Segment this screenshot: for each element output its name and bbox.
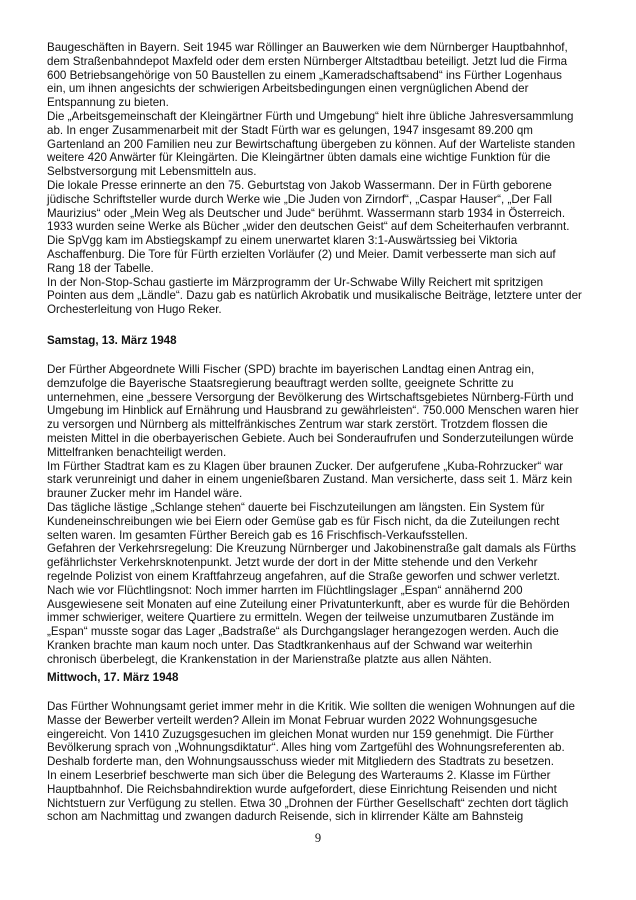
date-heading-samstag: Samstag, 13. März 1948 xyxy=(47,334,177,347)
text-line: Das tägliche lästige „Schlange stehen“ dauerte bei Fischzuteilungen am längsten. Ein System für xyxy=(47,500,545,514)
text-line: Das Fürther Wohnungsamt geriet immer mehr in die Kritik. Wie sollten die wenigen Wohnungen auf die xyxy=(47,700,575,713)
text-line: Bevölkerung sprach von „Wohnungsdiktatur“. Alles hing vom Zartgefühl des Wohnungsreferenten ab. xyxy=(47,741,565,755)
text-line: Deshalb forderte man, den Wohnungsausschuss wieder mit Mitgliedern des Stadtrats zu besetzen. xyxy=(47,755,554,769)
text-line: In der Non-Stop-Schau gastierte im Märzprogramm der Ur-Schwabe Willy Reichert mit spritzigen xyxy=(47,275,544,289)
text-line: Hauptbahnhof. Die Reichsbahndirektion wurde aufgefordert, diese Einrichtung Reisenden und nicht xyxy=(47,782,557,796)
text-line: Entspannung zu bieten. xyxy=(47,96,169,110)
text-line: Masse der Bewerber verteilt werden? Allein im Monat Februar wurden 2022 Wohnungsgesuche xyxy=(47,713,538,727)
text-line: regelnde Polizist von einem Kraftfahrzeug angefahren, auf die Straße geworfen und schwer verletzt. xyxy=(47,569,560,583)
text-line: Die „Arbeitsgemeinschaft der Kleingärtner Fürth und Umgebung“ hielt ihre übliche Jahresversammlung xyxy=(47,109,574,123)
text-line: Kundeneinschreibungen wie bei Eiern oder Gemüse gab es für Fisch nicht, da die Zuteilungen recht xyxy=(47,514,560,528)
text-line: demzufolge die Bayerische Staatsregierung beauftragt werden sollte, geeignete Schritte zu xyxy=(47,376,514,390)
text-line: Die SpVgg kam im Abstiegskampf zu einem unerwartet klaren 3:1-Auswärtssieg bei Viktoria xyxy=(47,234,518,248)
text-line: Pointen aus dem „Ländle“. Dazu gab es natürlich Akrobatik und musikalische Beiträge, letztere unter der xyxy=(47,289,582,303)
text-line: Orchesterleitung von Hugo Reker. xyxy=(47,303,222,317)
text-line: Die lokale Presse erinnerte an den 75. Geburtstag von Jakob Wassermann. Der in Fürth geborene xyxy=(47,178,552,192)
text-line: dem Straßenbahndepot Maxfeld oder dem ersten Nürnberger Altstadtbau beteiligt. Jetzt lud die Firma xyxy=(47,54,568,68)
text-line: „Espan“ musste sogar das Lager „Badstraße“ als Durchgangslager herangezogen werden. Auch die xyxy=(47,625,559,639)
text-line: jüdische Schriftsteller wurde durch Werke wie „Die Juden von Zirndorf“, „Caspar Hauser“, „Der Fall xyxy=(47,192,552,206)
text-line: immer schwieriger, weitere Quartiere zu ermitteln. Wegen der teilweise unzumutbaren Zustände im xyxy=(47,611,554,625)
text-line: Baugeschäften in Bayern. Seit 1945 war Röllinger an Bauwerken wie dem Nürnberger Hauptbahnhof, xyxy=(47,41,568,54)
text-line: Im Fürther Stadtrat kam es zu Klagen über braunen Zucker. Der aufgerufene „Kuba-Rohrzucker“ war xyxy=(47,459,564,473)
text-line: brauner Zucker mehr im Handel wäre. xyxy=(47,487,243,501)
text-line: Der Fürther Abgeordnete Willi Fischer (SPD) brachte im bayerischen Landtag einen Antrag ein, xyxy=(47,363,535,376)
text-block-1 xyxy=(47,41,627,317)
text-line: zu versorgen und Nürnberg als mittelfränkisches Zentrum war stark zerstört. Trotzdem flossen die xyxy=(47,418,548,432)
text-line: Mittelfranken benachteiligt werden. xyxy=(47,445,227,459)
page-number: 9 xyxy=(314,831,322,845)
text-line: selten waren. Im gesamten Fürther Bereich gab es 16 Frischfisch-Verkaufsstellen. xyxy=(47,528,468,542)
text-line: 1933 wurden seine Werke als Bücher „wider den deutschen Geist“ auf dem Scheiterhaufen verbrannt. xyxy=(47,220,570,234)
text-line: Maurizius“ oder „Mein Weg als Deutscher und Jude“ berühmt. Wassermann starb 1934 in Österreich. xyxy=(47,206,566,220)
text-line: In einem Leserbrief beschwerte man sich über die Belegung des Warteraums 2. Klasse im Fürther xyxy=(47,768,551,782)
text-line: gefährlichster Verkehrsknotenpunkt. Jetzt wurde der dort in der Mitte stehende und den Verkehr xyxy=(47,556,538,570)
text-block-2 xyxy=(47,363,627,667)
text-line: Aschaffenburg. Die Tore für Fürth erzielten Vorläufer (2) und Meier. Damit verbesserte man sich auf xyxy=(47,247,556,261)
text-line: 600 Betriebsangehörige von 50 Baustellen zu einem „Kameradschaftsabend“ ins Fürther Logenhaus xyxy=(47,68,562,82)
text-line: eingereicht. Von 1410 Zuzugsgesuchen im gleichen Monat wurden nur 159 genehmigt. Die Fürther xyxy=(47,727,554,741)
text-line: Umgebung im Hinblick auf Ernährung und Hausbrand zu gewährleisten“. 750.000 Menschen waren hier xyxy=(47,404,579,418)
text-block-3 xyxy=(47,700,627,824)
text-line: weitere 420 Anwärter für Kleingärten. Die Kleingärtner übten damals eine wichtige Funktion für die xyxy=(47,151,551,165)
text-line: Gefahren der Verkehrsregelung: Die Kreuzung Nürnberger und Jakobinenstraße galt damals als Fürths xyxy=(47,542,577,556)
text-line: meisten Mittel in die oberbayerischen Gebiete. Auch bei Sonderaufrufen und Sonderzuteilungen würde xyxy=(47,431,574,445)
text-line: Ausgewiesene seit Monaten auf eine Zuteilung einer Privatunterkunft, aber es wurde für die Behörden xyxy=(47,597,570,611)
text-line: schon am Nachmittag und zwangen dadurch Reisende, sich in klirrender Kälte am Bahnsteig xyxy=(47,810,524,824)
text-line: Kranken brachte man kaum noch unter. Das Stadtkrankenhaus auf der Schwand war weiterhin xyxy=(47,638,533,652)
date-heading-mittwoch: Mittwoch, 17. März 1948 xyxy=(47,671,179,684)
text-line: ein, um ihnen angesichts der schwierigen Arbeitsbedingungen einen vergnüglichen Abend der xyxy=(47,82,529,96)
text-line: unternehmen, eine „bessere Versorgung der Bevölkerung des Wirtschaftsgebietes Nürnberg-Fürth und xyxy=(47,390,574,404)
text-line: stark verunreinigt und daher in einem ungenießbaren Zustand. Man versicherte, dass seit 1. März kein xyxy=(47,473,573,487)
text-line: ab. In enger Zusammenarbeit mit der Stadt Fürth war es gelungen, 1947 insgesamt 89.200 qm xyxy=(47,123,533,137)
text-line: chronisch überbelegt, die Krankenstation in der Marienstraße platzte aus allen Nähten. xyxy=(47,652,492,666)
text-line: Gartenland an 200 Familien neu zur Bewirtschaftung übergeben zu können. Auf der Warteliste standen xyxy=(47,137,576,151)
text-line: Selbstversorgung mit Lebensmitteln aus. xyxy=(47,165,257,179)
text-line: Nach wie vor Flüchtlingsnot: Noch immer harrten im Flüchtlingslager „Espan“ annähernd 200 xyxy=(47,583,523,597)
text-line: Nichtstuern zur Verfügung zu stellen. Etwa 30 „Drohnen der Fürther Gesellschaft“ zechten dort täglich xyxy=(47,796,569,810)
text-line: Rang 18 der Tabelle. xyxy=(47,261,154,275)
